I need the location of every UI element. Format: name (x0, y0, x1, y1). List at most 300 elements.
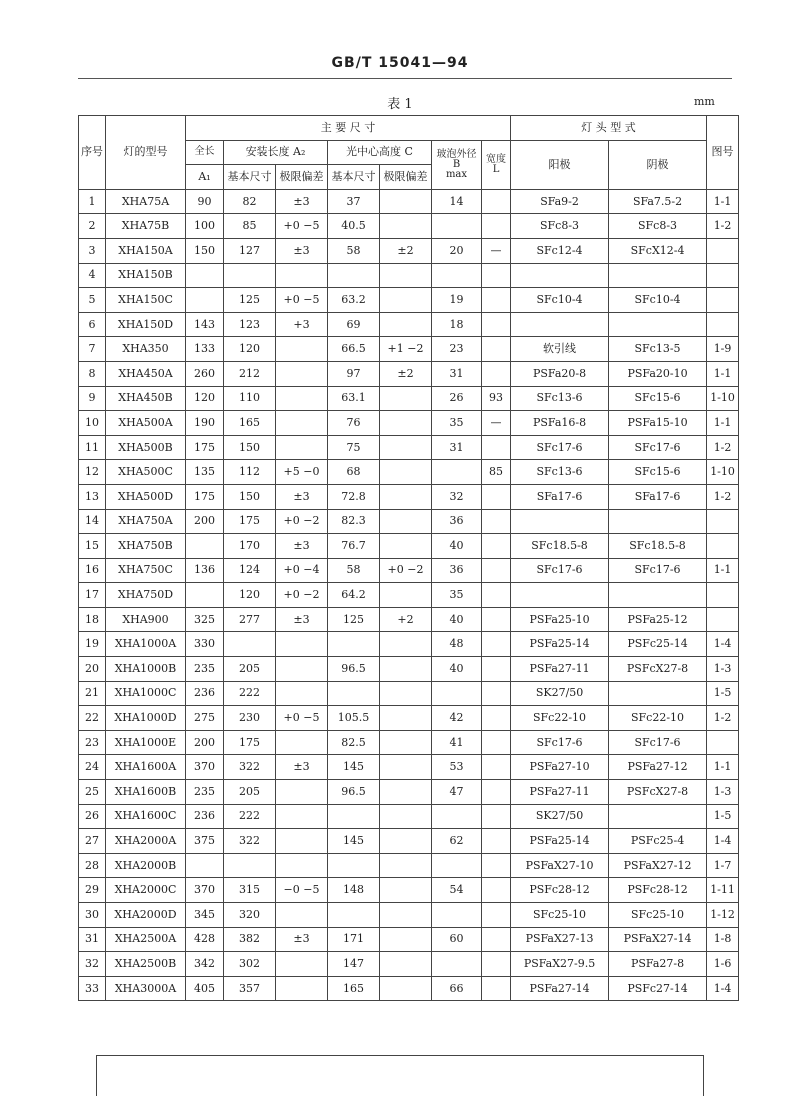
row-fig: 1-1 (707, 361, 739, 386)
row-model: XHA1000A (106, 632, 186, 657)
row-cathode: PSFa27-12 (609, 755, 707, 780)
row-a1: 90 (186, 189, 224, 214)
row-a2-tol (276, 853, 328, 878)
row-cathode: PSFcX27-8 (609, 657, 707, 682)
row-c: 165 (328, 976, 380, 1001)
row-c-tol: ±2 (380, 238, 432, 263)
row-anode: SFc25-10 (511, 903, 609, 928)
row-a2: 82 (224, 189, 276, 214)
row-b (432, 263, 482, 288)
row-a1: 143 (186, 312, 224, 337)
row-seq: 6 (79, 312, 106, 337)
col-cathode: 阴极 (609, 140, 707, 189)
row-c-tol (380, 657, 432, 682)
row-a2: 123 (224, 312, 276, 337)
row-l (482, 632, 511, 657)
row-seq: 13 (79, 484, 106, 509)
row-c: 58 (328, 558, 380, 583)
row-seq: 16 (79, 558, 106, 583)
row-seq: 33 (79, 976, 106, 1001)
row-anode: PSFaX27-9.5 (511, 952, 609, 977)
row-anode: PSFa27-11 (511, 657, 609, 682)
table-row (79, 706, 739, 731)
row-c (328, 681, 380, 706)
row-b: 41 (432, 730, 482, 755)
col-bulb-od (432, 140, 482, 189)
row-fig: 1-2 (707, 706, 739, 731)
row-a2-tol (276, 976, 328, 1001)
row-c-tol (380, 780, 432, 805)
row-fig: 1-7 (707, 853, 739, 878)
row-cathode: SFc17-6 (609, 435, 707, 460)
row-a2-tol: +0 −5 (276, 706, 328, 731)
row-seq: 5 (79, 288, 106, 313)
row-fig: 1-2 (707, 435, 739, 460)
row-l (482, 509, 511, 534)
row-fig: 1-11 (707, 878, 739, 903)
row-a2-tol: +0 −2 (276, 509, 328, 534)
row-fig: 1-6 (707, 952, 739, 977)
row-fig (707, 583, 739, 608)
row-anode: SFc17-6 (511, 730, 609, 755)
row-cathode: SFc10-4 (609, 288, 707, 313)
col-main-dims: 主 要 尺 寸 (186, 116, 511, 141)
row-c: 147 (328, 952, 380, 977)
row-a1: 370 (186, 878, 224, 903)
row-c: 97 (328, 361, 380, 386)
row-a2 (224, 263, 276, 288)
row-cathode (609, 583, 707, 608)
col-seq: 序号 (79, 116, 106, 190)
row-c-tol (380, 952, 432, 977)
row-anode: PSFa27-11 (511, 780, 609, 805)
row-a2-tol (276, 804, 328, 829)
row-anode (511, 583, 609, 608)
row-a2-tol: +3 (276, 312, 328, 337)
row-a1: 325 (186, 607, 224, 632)
row-seq: 26 (79, 804, 106, 829)
row-c-tol: +0 −2 (380, 558, 432, 583)
row-a2-tol: ±3 (276, 238, 328, 263)
row-a1: 375 (186, 829, 224, 854)
row-c (328, 903, 380, 928)
row-c: 82.3 (328, 509, 380, 534)
row-c-tol (380, 435, 432, 460)
row-l (482, 829, 511, 854)
row-a2: 85 (224, 214, 276, 239)
row-anode: SFc18.5-8 (511, 534, 609, 559)
row-seq: 27 (79, 829, 106, 854)
table-row (79, 804, 739, 829)
row-model: XHA450B (106, 386, 186, 411)
bulb-od-max: max (445, 168, 468, 180)
row-c: 63.2 (328, 288, 380, 313)
row-seq: 11 (79, 435, 106, 460)
row-model: XHA1600A (106, 755, 186, 780)
table-row (79, 337, 739, 362)
row-model: XHA1000B (106, 657, 186, 682)
row-a2-tol: ±3 (276, 534, 328, 559)
row-seq: 4 (79, 263, 106, 288)
row-a1: 120 (186, 386, 224, 411)
row-seq: 17 (79, 583, 106, 608)
table-row (79, 853, 739, 878)
row-model: XHA75B (106, 214, 186, 239)
row-c-tol (380, 878, 432, 903)
row-c-tol (380, 214, 432, 239)
row-seq: 9 (79, 386, 106, 411)
col-width (482, 140, 511, 189)
row-l (482, 607, 511, 632)
row-b: 35 (432, 583, 482, 608)
table-row (79, 755, 739, 780)
row-l (482, 484, 511, 509)
row-anode: SFc22-10 (511, 706, 609, 731)
row-b (432, 853, 482, 878)
row-b: 19 (432, 288, 482, 313)
table-row (79, 263, 739, 288)
table-row (79, 312, 739, 337)
table-row (79, 681, 739, 706)
row-b: 31 (432, 435, 482, 460)
row-b: 36 (432, 509, 482, 534)
row-a2-tol: +0 −5 (276, 288, 328, 313)
row-cathode: PSFaX27-14 (609, 927, 707, 952)
row-a1: 330 (186, 632, 224, 657)
row-a2-tol: −0 −5 (276, 878, 328, 903)
row-seq: 18 (79, 607, 106, 632)
row-c-tol (380, 386, 432, 411)
row-b: 40 (432, 657, 482, 682)
row-b: 47 (432, 780, 482, 805)
table-caption: 表 1 (387, 97, 413, 112)
row-cathode: PSFc25-14 (609, 632, 707, 657)
row-seq: 24 (79, 755, 106, 780)
row-c: 37 (328, 189, 380, 214)
row-a2: 205 (224, 657, 276, 682)
row-a2-tol: ±3 (276, 607, 328, 632)
row-cathode: SFc17-6 (609, 558, 707, 583)
row-b (432, 903, 482, 928)
row-anode: SFc13-6 (511, 386, 609, 411)
row-anode: SFa17-6 (511, 484, 609, 509)
row-fig: 1-4 (707, 829, 739, 854)
row-a2-tol: ±3 (276, 189, 328, 214)
row-a2: 150 (224, 484, 276, 509)
row-model: XHA500A (106, 411, 186, 436)
row-anode: PSFa16-8 (511, 411, 609, 436)
row-a1: 236 (186, 681, 224, 706)
row-fig: 1-1 (707, 189, 739, 214)
row-b: 35 (432, 411, 482, 436)
row-c-tol (380, 583, 432, 608)
row-model: XHA500D (106, 484, 186, 509)
row-cathode: PSFc28-12 (609, 878, 707, 903)
row-a2: 175 (224, 730, 276, 755)
col-c-basic: 基本尺寸 (328, 165, 380, 190)
row-anode: PSFa20-8 (511, 361, 609, 386)
total-len-label: 全长 (194, 146, 215, 158)
row-seq: 22 (79, 706, 106, 731)
row-l (482, 804, 511, 829)
row-fig: 1-2 (707, 484, 739, 509)
row-model: XHA2000B (106, 853, 186, 878)
table-row (79, 903, 739, 928)
row-l: 93 (482, 386, 511, 411)
row-l (482, 361, 511, 386)
row-l (482, 435, 511, 460)
col-install-len: 安装长度 A₂ (224, 140, 328, 165)
row-l (482, 681, 511, 706)
row-cathode: SFc25-10 (609, 903, 707, 928)
row-cathode: SFc18.5-8 (609, 534, 707, 559)
table-row (79, 411, 739, 436)
row-l (482, 706, 511, 731)
row-model: XHA500B (106, 435, 186, 460)
unit-label: mm (694, 95, 715, 108)
row-seq: 20 (79, 657, 106, 682)
row-a2: 175 (224, 509, 276, 534)
row-anode (511, 509, 609, 534)
row-c-tol (380, 706, 432, 731)
row-seq: 8 (79, 361, 106, 386)
row-c-tol (380, 411, 432, 436)
row-anode: SFc12-4 (511, 238, 609, 263)
row-seq: 28 (79, 853, 106, 878)
row-b (432, 952, 482, 977)
row-b: 54 (432, 878, 482, 903)
row-b: 23 (432, 337, 482, 362)
row-c: 105.5 (328, 706, 380, 731)
table-row (79, 460, 739, 485)
row-anode: PSFa25-10 (511, 607, 609, 632)
row-c: 66.5 (328, 337, 380, 362)
row-seq: 12 (79, 460, 106, 485)
row-a1: 200 (186, 730, 224, 755)
row-anode: PSFaX27-10 (511, 853, 609, 878)
row-anode: SFc8-3 (511, 214, 609, 239)
row-cathode: SFc22-10 (609, 706, 707, 731)
table-row (79, 534, 739, 559)
table-body (79, 189, 739, 1001)
row-anode: PSFa25-14 (511, 829, 609, 854)
row-seq: 10 (79, 411, 106, 436)
row-c-tol (380, 829, 432, 854)
col-a2-basic: 基本尺寸 (224, 165, 276, 190)
row-b (432, 460, 482, 485)
row-b: 14 (432, 189, 482, 214)
row-c-tol (380, 509, 432, 534)
table-row (79, 484, 739, 509)
row-l (482, 189, 511, 214)
row-c: 72.8 (328, 484, 380, 509)
bulb-od-label: 玻泡外径 (436, 148, 477, 160)
row-a1: 260 (186, 361, 224, 386)
row-l: — (482, 411, 511, 436)
row-b (432, 804, 482, 829)
row-fig: 1-4 (707, 976, 739, 1001)
row-b: 42 (432, 706, 482, 731)
row-model: XHA750C (106, 558, 186, 583)
col-total-len (186, 140, 224, 165)
row-anode: 软引线 (511, 337, 609, 362)
row-a2: 120 (224, 583, 276, 608)
row-a2 (224, 853, 276, 878)
row-c-tol (380, 681, 432, 706)
row-a2: 165 (224, 411, 276, 436)
table-row (79, 607, 739, 632)
row-a1 (186, 263, 224, 288)
row-a2-tol (276, 829, 328, 854)
row-a1: 405 (186, 976, 224, 1001)
row-l: — (482, 238, 511, 263)
bulb-od-sym: B (452, 158, 461, 170)
width-sym: L (492, 163, 500, 175)
row-b: 26 (432, 386, 482, 411)
row-a2: 230 (224, 706, 276, 731)
row-a2-tol (276, 632, 328, 657)
row-a2: 382 (224, 927, 276, 952)
row-cathode: SFc13-5 (609, 337, 707, 362)
row-c: 69 (328, 312, 380, 337)
row-a2-tol: ±3 (276, 927, 328, 952)
row-a1: 275 (186, 706, 224, 731)
row-a2-tol: +0 −2 (276, 583, 328, 608)
row-a2: 205 (224, 780, 276, 805)
row-anode: PSFa27-10 (511, 755, 609, 780)
row-model: XHA2000A (106, 829, 186, 854)
table-row (79, 214, 739, 239)
table-row (79, 976, 739, 1001)
row-b: 36 (432, 558, 482, 583)
col-fig: 图号 (707, 116, 739, 190)
row-model: XHA150D (106, 312, 186, 337)
row-a2: 150 (224, 435, 276, 460)
row-a2-tol (276, 730, 328, 755)
row-anode: SFc10-4 (511, 288, 609, 313)
row-cathode: PSFa27-8 (609, 952, 707, 977)
row-a1: 200 (186, 509, 224, 534)
row-a1: 175 (186, 484, 224, 509)
table-row (79, 657, 739, 682)
row-c: 82.5 (328, 730, 380, 755)
table-row (79, 558, 739, 583)
row-b: 40 (432, 534, 482, 559)
row-c: 96.5 (328, 657, 380, 682)
row-c: 148 (328, 878, 380, 903)
row-model: XHA150B (106, 263, 186, 288)
row-model: XHA2500B (106, 952, 186, 977)
row-a1: 342 (186, 952, 224, 977)
row-a2: 127 (224, 238, 276, 263)
row-l (482, 755, 511, 780)
row-anode: PSFaX27-13 (511, 927, 609, 952)
row-c: 64.2 (328, 583, 380, 608)
row-a1: 235 (186, 780, 224, 805)
row-b: 40 (432, 607, 482, 632)
row-fig: 1-12 (707, 903, 739, 928)
row-cathode: SFcX12-4 (609, 238, 707, 263)
row-a2-tol (276, 411, 328, 436)
row-l (482, 534, 511, 559)
col-anode: 阳极 (511, 140, 609, 189)
table-row (79, 189, 739, 214)
row-fig: 1-10 (707, 386, 739, 411)
row-l (482, 780, 511, 805)
row-c-tol: ±2 (380, 361, 432, 386)
row-b: 48 (432, 632, 482, 657)
row-b: 32 (432, 484, 482, 509)
row-seq: 7 (79, 337, 106, 362)
row-cathode: PSFa15-10 (609, 411, 707, 436)
row-model: XHA1000E (106, 730, 186, 755)
row-c-tol (380, 312, 432, 337)
row-a2: 315 (224, 878, 276, 903)
row-anode: PSFa25-14 (511, 632, 609, 657)
row-l (482, 337, 511, 362)
row-a2: 222 (224, 681, 276, 706)
row-c-tol (380, 927, 432, 952)
row-fig (707, 263, 739, 288)
row-seq: 25 (79, 780, 106, 805)
table-row (79, 878, 739, 903)
row-c-tol (380, 263, 432, 288)
row-c-tol (380, 853, 432, 878)
footer-box (96, 1055, 704, 1096)
row-a2-tol (276, 681, 328, 706)
row-c: 145 (328, 755, 380, 780)
table-row (79, 583, 739, 608)
row-fig (707, 288, 739, 313)
row-c: 63.1 (328, 386, 380, 411)
row-model: XHA350 (106, 337, 186, 362)
header-rule (78, 78, 732, 79)
row-c-tol (380, 288, 432, 313)
row-b: 20 (432, 238, 482, 263)
row-b: 60 (432, 927, 482, 952)
row-model: XHA900 (106, 607, 186, 632)
row-model: XHA500C (106, 460, 186, 485)
row-seq: 30 (79, 903, 106, 928)
row-a2: 170 (224, 534, 276, 559)
row-anode: PSFa27-14 (511, 976, 609, 1001)
row-a2-tol: ±3 (276, 484, 328, 509)
row-a2-tol (276, 263, 328, 288)
row-fig: 1-1 (707, 411, 739, 436)
row-cathode: PSFa20-10 (609, 361, 707, 386)
row-fig: 1-5 (707, 804, 739, 829)
row-fig (707, 509, 739, 534)
row-cathode: SFc15-6 (609, 386, 707, 411)
row-a1: 150 (186, 238, 224, 263)
row-c-tol (380, 632, 432, 657)
row-a1: 190 (186, 411, 224, 436)
row-anode: SK27/50 (511, 681, 609, 706)
row-a1 (186, 534, 224, 559)
row-anode: PSFc28-12 (511, 878, 609, 903)
row-a2: 124 (224, 558, 276, 583)
row-fig (707, 534, 739, 559)
row-l (482, 214, 511, 239)
row-c: 40.5 (328, 214, 380, 239)
row-fig: 1-4 (707, 632, 739, 657)
row-a2-tol (276, 780, 328, 805)
row-seq: 31 (79, 927, 106, 952)
lamp-spec-table (78, 115, 739, 1001)
row-a1: 133 (186, 337, 224, 362)
row-fig (707, 238, 739, 263)
col-light-center: 光中心高度 C (328, 140, 432, 165)
